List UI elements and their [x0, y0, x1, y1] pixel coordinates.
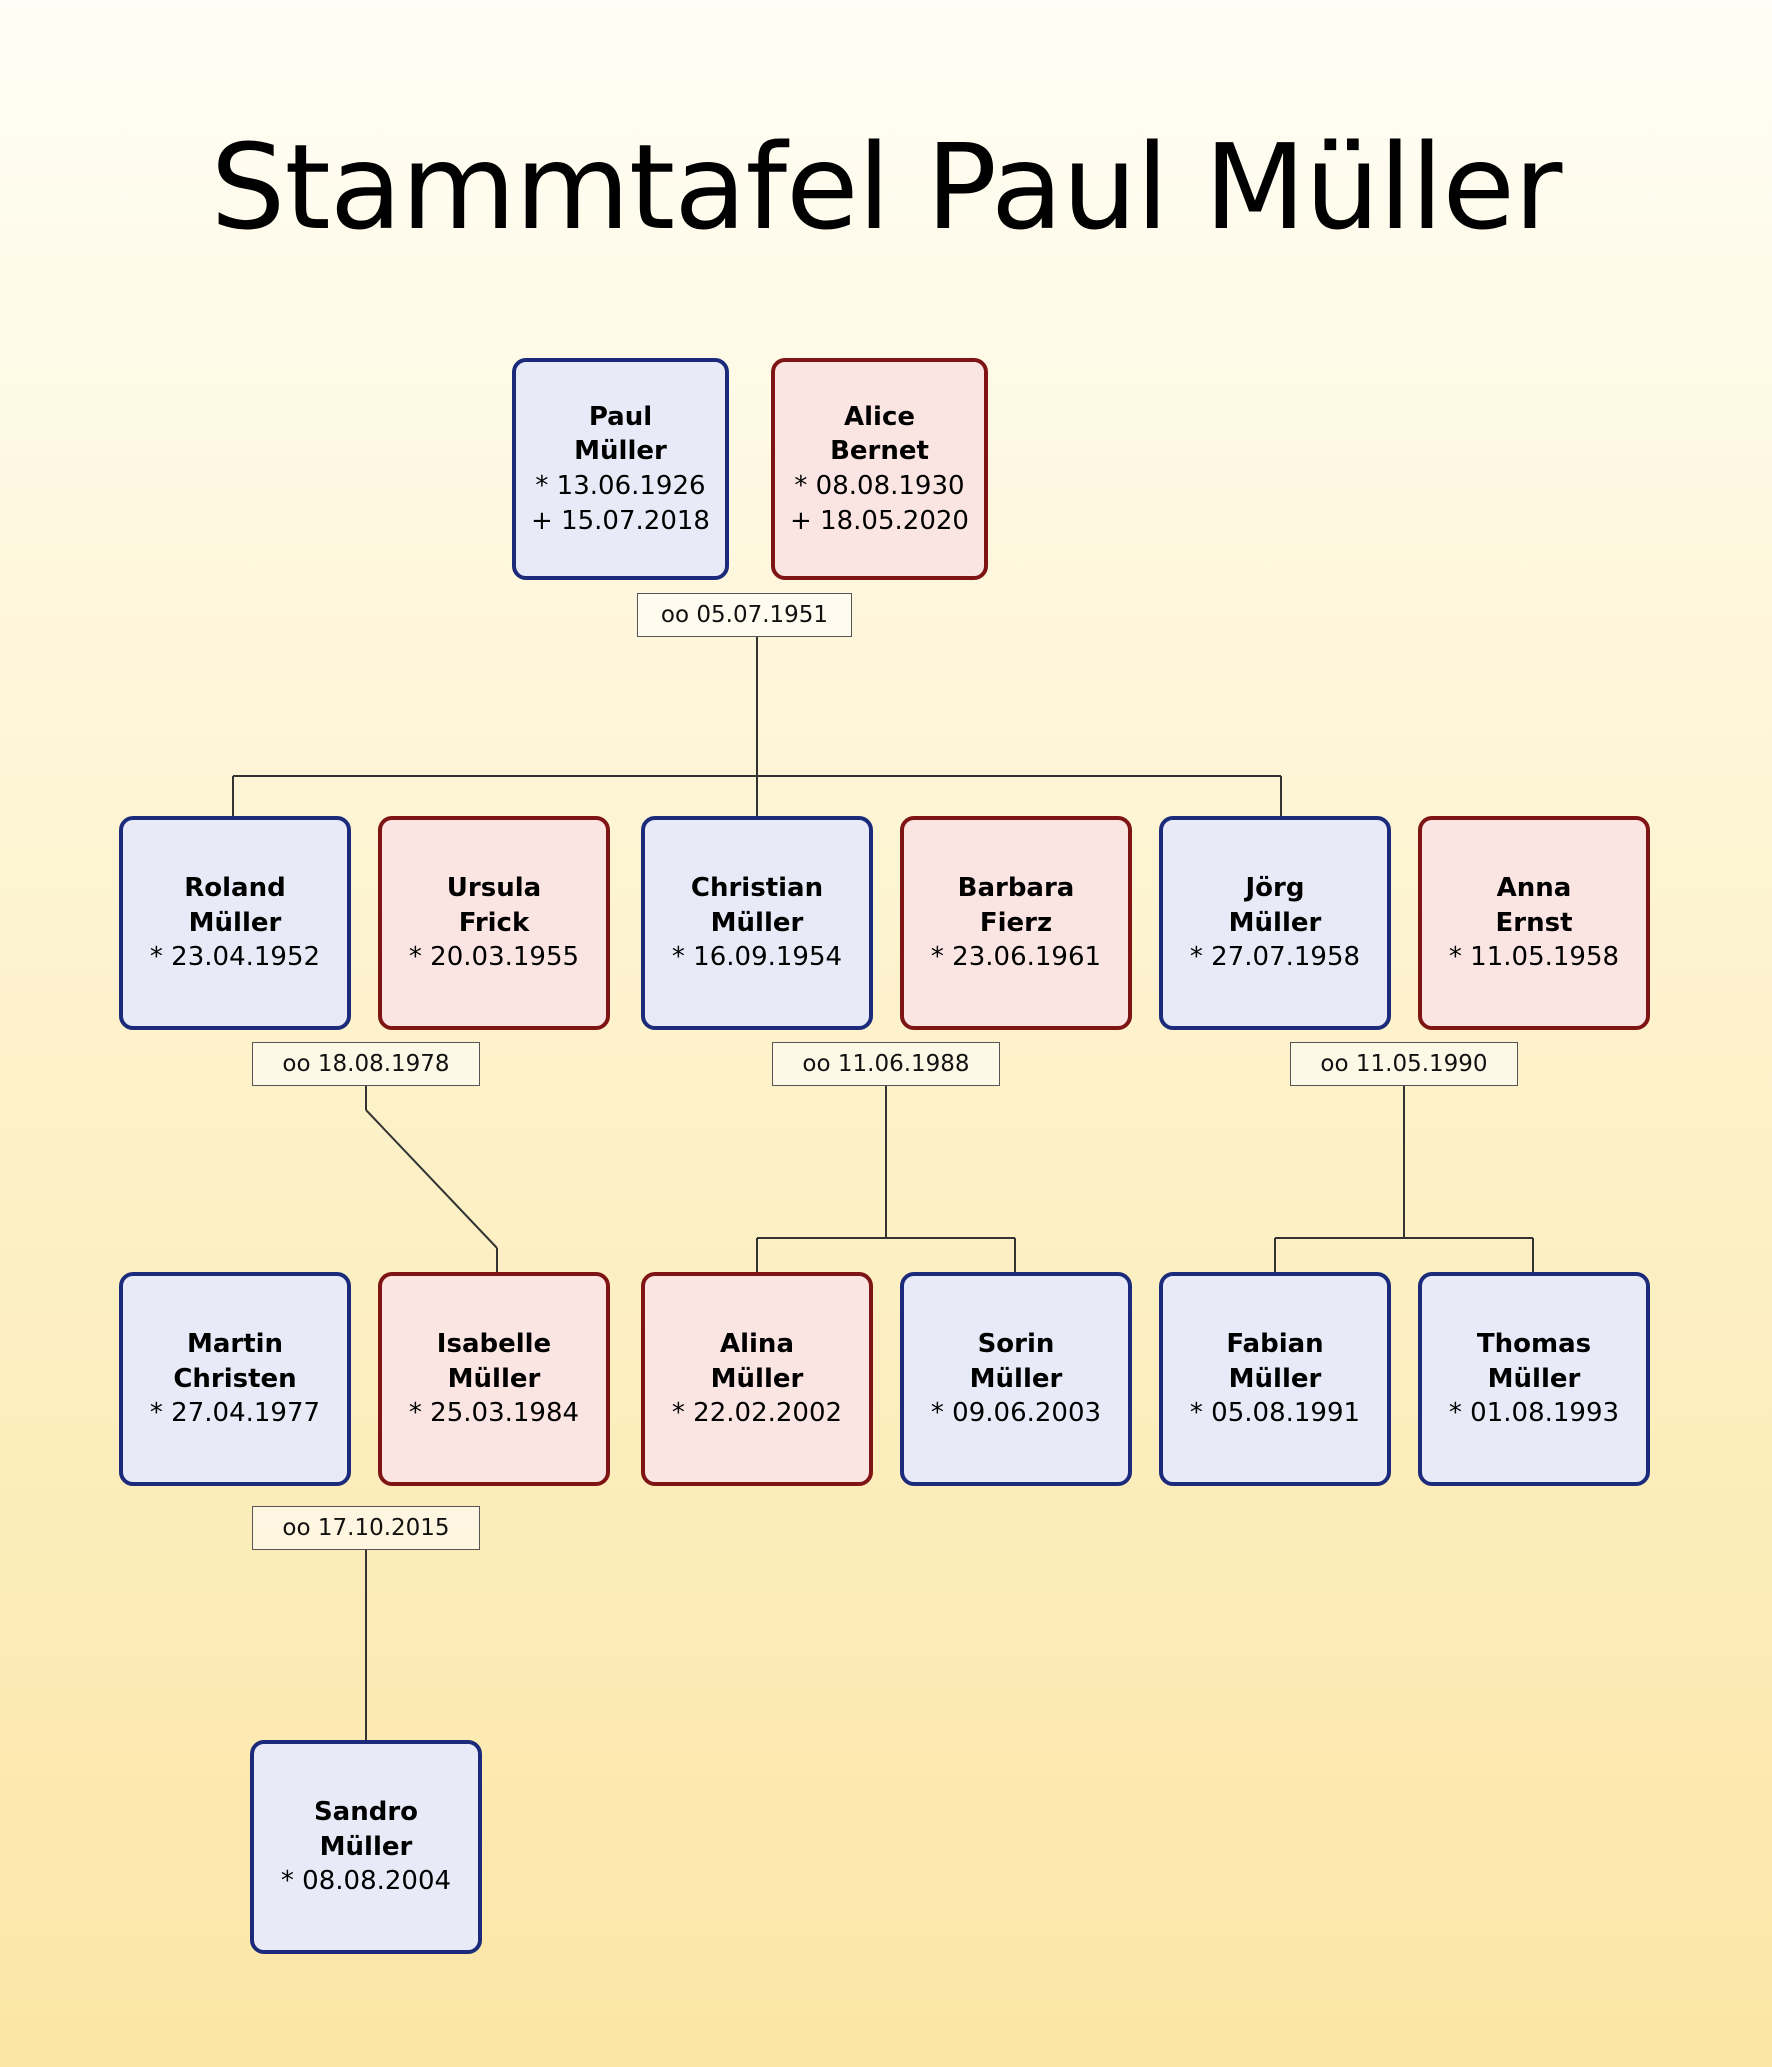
person-card[interactable] [771, 358, 988, 580]
marriage-label[interactable]: oo 17.10.2015 [252, 1506, 480, 1550]
person-birth-date: * 01.08.1993 [1448, 1398, 1620, 1429]
person-card[interactable] [900, 816, 1132, 1030]
person-card[interactable] [119, 816, 351, 1030]
person-given-name: Isabelle [436, 1329, 552, 1360]
person-given-name: Ursula [446, 873, 542, 904]
marriage-label[interactable]: oo 11.05.1990 [1290, 1042, 1518, 1086]
person-given-name: Alina [719, 1329, 794, 1360]
person-birth-date: * 11.05.1958 [1448, 942, 1620, 973]
person-surname: Müller [188, 907, 282, 938]
person-given-name: Paul [588, 401, 653, 432]
person-death-date: + 15.07.2018 [531, 505, 710, 536]
person-given-name: Alice [844, 401, 915, 432]
person-death-date: + 18.05.2020 [790, 505, 969, 536]
person-card[interactable] [641, 1272, 873, 1486]
person-surname: Müller [1228, 907, 1322, 938]
person-surname: Frick [458, 907, 530, 938]
person-card[interactable] [900, 1272, 1132, 1486]
person-card[interactable] [378, 816, 610, 1030]
person-birth-date: * 20.03.1955 [408, 942, 580, 973]
person-birth-date: * 08.08.1930 [794, 471, 965, 501]
person-surname: Müller [710, 907, 804, 938]
person-birth-date: * 16.09.1954 [671, 942, 843, 973]
person-card[interactable] [1159, 816, 1391, 1030]
person-surname: Müller [1228, 1363, 1322, 1394]
person-surname: Fierz [979, 907, 1053, 938]
person-card[interactable] [1418, 1272, 1650, 1486]
person-given-name: Barbara [957, 873, 1075, 904]
person-surname: Müller [447, 1363, 541, 1394]
person-birth-date: * 27.07.1958 [1189, 942, 1361, 973]
person-birth-date: * 05.08.1991 [1189, 1398, 1361, 1429]
marriage-label[interactable]: oo 11.06.1988 [772, 1042, 1000, 1086]
marriage-label[interactable]: oo 05.07.1951 [637, 593, 852, 637]
person-surname: Christen [173, 1363, 297, 1394]
person-surname: Müller [969, 1363, 1063, 1394]
person-given-name: Christian [690, 873, 824, 904]
person-surname: Müller [319, 1831, 413, 1862]
person-given-name: Anna [1496, 873, 1572, 904]
person-card[interactable] [1418, 816, 1650, 1030]
person-given-name: Roland [184, 873, 286, 904]
person-given-name: Martin [186, 1329, 284, 1360]
person-birth-date: * 13.06.1926 [535, 471, 706, 501]
person-card[interactable] [641, 816, 873, 1030]
page-title: Stammtafel Paul Müller [210, 118, 1562, 256]
person-surname: Müller [710, 1363, 804, 1394]
person-birth-date: * 08.08.2004 [280, 1866, 452, 1897]
person-birth-date: * 22.02.2002 [671, 1398, 843, 1429]
person-surname: Bernet [830, 436, 929, 467]
person-birth-date: * 09.06.2003 [930, 1398, 1102, 1429]
marriage-label[interactable]: oo 18.08.1978 [252, 1042, 480, 1086]
person-surname: Müller [574, 436, 667, 467]
person-given-name: Sandro [313, 1797, 419, 1828]
person-card[interactable] [1159, 1272, 1391, 1486]
person-card[interactable] [250, 1740, 482, 1954]
person-given-name: Jörg [1245, 873, 1305, 904]
person-given-name: Sorin [977, 1329, 1055, 1360]
person-surname: Müller [1487, 1363, 1581, 1394]
person-birth-date: * 27.04.1977 [149, 1398, 321, 1429]
person-card[interactable] [512, 358, 729, 580]
person-birth-date: * 25.03.1984 [408, 1398, 580, 1429]
person-card[interactable] [378, 1272, 610, 1486]
person-birth-date: * 23.04.1952 [149, 942, 321, 973]
person-surname: Ernst [1495, 907, 1573, 938]
person-card[interactable] [119, 1272, 351, 1486]
person-given-name: Fabian [1226, 1329, 1324, 1360]
person-birth-date: * 23.06.1961 [930, 942, 1102, 973]
person-given-name: Thomas [1476, 1329, 1592, 1360]
